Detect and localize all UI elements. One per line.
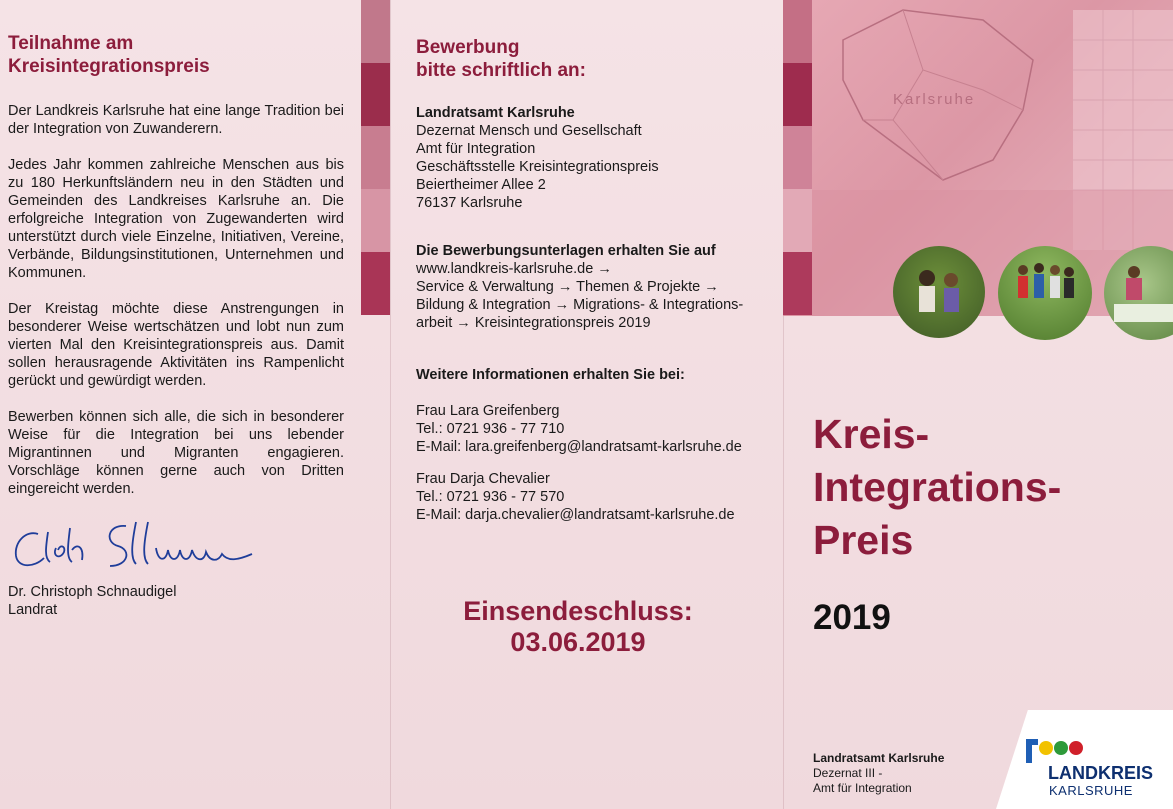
footer-organization <box>813 751 944 796</box>
contact-email[interactable]: E-Mail: darja.chevalier@landratsamt-karlsruhe.de <box>416 507 735 523</box>
decorative-stripe <box>361 0 390 315</box>
signer-block <box>8 583 176 619</box>
address-line: Landratsamt Karlsruhe <box>416 105 575 121</box>
documents-path: arbeit → Kreisintegrationspreis 2019 <box>416 315 651 331</box>
address-line: 76137 Karlsruhe <box>416 195 523 211</box>
deadline-block <box>392 596 764 658</box>
paragraph: Jedes Jahr kommen zahlreiche Menschen aus bis zu 180 Herkunftsländern neu in den Städten und Gemeinden des Landkreises Karlsruhe an. Die erfolgreiche Integration von Zugewanderten wird unterstützt durch viele Einzelne, Initiativen, Vereine, Verbände, Bildungsinstitutionen, Unternehmen und Kommunen. <box>8 157 344 281</box>
application-heading: Bewerbung bitte schriftlich an: <box>416 37 586 81</box>
deadline-label: Einsendeschluss: <box>463 596 693 626</box>
paragraph: Der Kreistag möchte diese Anstrengungen in besonderer Weise wertschätzen und lobt nun zum vierten Mal den Kreisintegrationspreis aus. Damit sollen herausragende Aktivitäten ins Rampenlicht gerückt und gewürdigt werden. <box>8 301 344 389</box>
landkreis-logo-icon <box>1024 735 1088 765</box>
signer-name: Dr. Christoph Schnaudigel <box>8 584 177 600</box>
documents-path: Bildung & Integration → Migrations- & Integrations- <box>416 297 744 313</box>
contact-block <box>416 470 766 524</box>
contact-name: Frau Lara Greifenberg <box>416 403 560 419</box>
signature-image <box>8 512 268 582</box>
contact-block <box>416 402 766 456</box>
sports-photo <box>998 246 1092 340</box>
year-label: 2019 <box>813 598 891 637</box>
contact-phone: Tel.: 0721 936 - 77 710 <box>416 421 565 437</box>
left-column <box>8 32 344 516</box>
children-photo <box>893 246 985 338</box>
page-title: Kreis- Integrations- Preis <box>813 411 1062 563</box>
map-label: Karlsruhe <box>893 91 976 108</box>
documents-path: Service & Verwaltung → Themen & Projekte → <box>416 279 719 295</box>
address-line: Amt für Integration <box>416 141 536 157</box>
decorative-stripe <box>783 0 812 316</box>
left-heading: Teilnahme am Kreisintegrationspreis <box>8 33 210 77</box>
signer-title: Landrat <box>8 602 58 618</box>
middle-column <box>416 36 766 524</box>
org-name: Landratsamt Karlsruhe <box>813 751 945 765</box>
contact-email[interactable]: E-Mail: lara.greifenberg@landratsamt-karlsruhe.de <box>416 439 742 455</box>
address-line: Dezernat Mensch und Gesellschaft <box>416 123 642 139</box>
contact-phone: Tel.: 0721 936 - 77 570 <box>416 489 565 505</box>
fold-line <box>390 0 391 809</box>
org-office: Amt für Integration <box>813 781 912 795</box>
address-block <box>416 104 766 212</box>
documents-heading: Die Bewerbungsunterlagen erhalten Sie auf <box>416 243 716 259</box>
documents-block <box>416 242 766 332</box>
intro-paragraph: Der Landkreis Karlsruhe hat eine lange Tradition bei der Integration von Zuwanderern. <box>8 103 344 137</box>
info-heading: Weitere Informationen erhalten Sie bei: <box>416 367 685 383</box>
website-link[interactable]: www.landkreis-karlsruhe.de → <box>416 261 612 277</box>
org-department: Dezernat III - <box>813 766 883 780</box>
paragraph: Bewerben können sich alle, die sich in besonderer Weise für die Integration bei uns lebender Migrantinnen und Migranten engagieren. Vorschläge können gerne auch von Dritten eingereicht werden. <box>8 409 344 497</box>
address-line: Geschäftsstelle Kreisintegrationspreis <box>416 159 659 175</box>
logo-subtitle: KARLSRUHE <box>1049 783 1133 798</box>
logo-name: LANDKREIS <box>1048 763 1154 783</box>
address-line: Beiertheimer Allee 2 <box>416 177 546 193</box>
deadline-date: 03.06.2019 <box>510 627 646 657</box>
contact-name: Frau Darja Chevalier <box>416 471 550 487</box>
